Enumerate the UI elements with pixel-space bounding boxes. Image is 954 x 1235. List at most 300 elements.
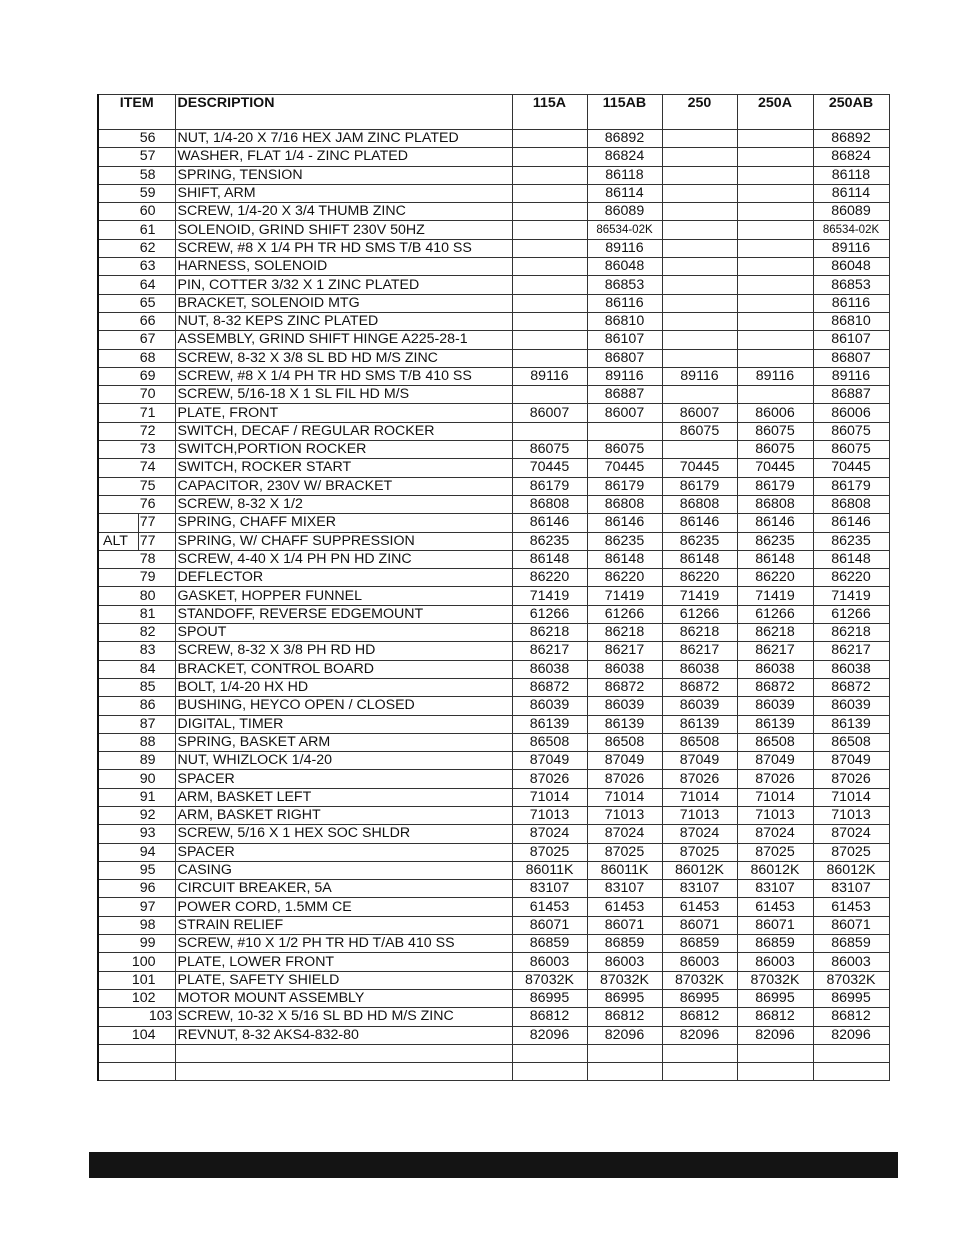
table-row: [98, 276, 889, 294]
part-number-cell: 86218: [813, 624, 889, 642]
part-number-cell: 87025: [512, 843, 587, 861]
part-number-cell: 71013: [813, 806, 889, 824]
table-row: [98, 203, 889, 221]
part-number-cell: 86148: [737, 550, 813, 568]
part-number-cell: 86887: [587, 386, 662, 404]
part-number-cell: 71419: [587, 587, 662, 605]
part-number-cell: 86218: [512, 624, 587, 642]
item-number-cell: [98, 843, 175, 861]
part-number-cell: 87049: [512, 752, 587, 770]
part-number-cell: 71013: [512, 806, 587, 824]
description-cell: SPRING, TENSION: [175, 166, 512, 184]
part-number-cell: 87024: [512, 825, 587, 843]
description-cell: ARM, BASKET RIGHT: [175, 806, 512, 824]
part-number-cell: 86116: [813, 294, 889, 312]
part-number-cell: 86887: [813, 386, 889, 404]
part-number-cell: [662, 441, 737, 459]
part-number-cell: 89116: [737, 367, 813, 385]
part-number-cell: [662, 331, 737, 349]
part-number-cell: 86220: [587, 569, 662, 587]
description-cell: BRACKET, CONTROL BOARD: [175, 660, 512, 678]
part-number-cell: 86118: [587, 166, 662, 184]
item-number: 62: [139, 239, 156, 256]
item-number-cell: [98, 221, 175, 239]
table-row: [98, 880, 889, 898]
part-number-cell: 86012K: [813, 861, 889, 879]
part-number-cell: [512, 258, 587, 276]
item-number-cell: [98, 1044, 175, 1062]
item-number: 100: [131, 953, 156, 970]
description-cell: CASING: [175, 861, 512, 879]
part-number-cell: 86220: [662, 569, 737, 587]
part-number-cell: 86011K: [512, 861, 587, 879]
part-number-cell: 86039: [737, 697, 813, 715]
table-row: [98, 861, 889, 879]
part-number-cell: 87026: [587, 770, 662, 788]
item-number-cell: [98, 715, 175, 733]
part-number-cell: 82096: [813, 1026, 889, 1044]
part-number-cell: 82096: [737, 1026, 813, 1044]
part-number-cell: [587, 422, 662, 440]
part-number-cell: 87024: [587, 825, 662, 843]
part-number-cell: [512, 184, 587, 202]
table-row: [98, 752, 889, 770]
part-number-cell: 86853: [813, 276, 889, 294]
part-number-cell: 89116: [512, 367, 587, 385]
part-number-cell: 86048: [813, 258, 889, 276]
item-number: 66: [139, 313, 156, 330]
part-number-cell: 86853: [587, 276, 662, 294]
item-number-cell: [98, 367, 175, 385]
part-number-cell: 87024: [813, 825, 889, 843]
part-number-cell: 87032K: [587, 971, 662, 989]
alt-bracket: [138, 514, 139, 531]
part-number-cell: 61453: [813, 898, 889, 916]
description-cell: CIRCUIT BREAKER, 5A: [175, 880, 512, 898]
item-number-cell: [98, 825, 175, 843]
part-number-cell: 83107: [813, 880, 889, 898]
part-number-cell: 86139: [512, 715, 587, 733]
item-number-cell: [98, 678, 175, 696]
description-cell: GASKET, HOPPER FUNNEL: [175, 587, 512, 605]
part-number-cell: 86039: [512, 697, 587, 715]
part-number-cell: 86235: [662, 532, 737, 550]
part-number-cell: 86006: [813, 404, 889, 422]
part-number-cell: [737, 221, 813, 239]
part-number-cell: 86075: [662, 422, 737, 440]
part-number-cell: 86011K: [587, 861, 662, 879]
part-number-cell: [512, 1044, 587, 1062]
part-number-cell: 70445: [813, 459, 889, 477]
description-cell: DEFLECTOR: [175, 569, 512, 587]
part-number-cell: 82096: [512, 1026, 587, 1044]
description-cell: PLATE, LOWER FRONT: [175, 953, 512, 971]
part-number-cell: 86089: [813, 203, 889, 221]
item-number-cell: [98, 953, 175, 971]
item-number: 61: [139, 221, 156, 238]
part-number-cell: [737, 184, 813, 202]
item-number: 69: [139, 368, 156, 384]
part-number-cell: [662, 312, 737, 330]
item-number-cell: [98, 184, 175, 202]
part-number-cell: 86217: [587, 642, 662, 660]
part-number-cell: 86808: [587, 495, 662, 513]
item-number: 75: [139, 477, 156, 494]
item-number: 102: [131, 990, 156, 1007]
item-number-cell: [98, 441, 175, 459]
part-number-cell: [737, 349, 813, 367]
item-number-cell: [98, 203, 175, 221]
item-number-cell: [98, 239, 175, 257]
item-number: 57: [139, 148, 156, 165]
part-number-cell: 61453: [662, 898, 737, 916]
item-number: 84: [139, 660, 156, 677]
item-number: 68: [139, 349, 156, 366]
part-number-cell: 71419: [662, 587, 737, 605]
part-number-cell: [662, 221, 737, 239]
part-number-cell: [737, 386, 813, 404]
part-number-cell: 86235: [813, 532, 889, 550]
table-row: [98, 605, 889, 623]
item-number-cell: [98, 276, 175, 294]
part-number-cell: [813, 1063, 889, 1081]
description-cell: NUT, WHIZLOCK 1/4-20: [175, 752, 512, 770]
part-number-cell: [662, 148, 737, 166]
part-number-cell: 86071: [813, 916, 889, 934]
item-number: 94: [139, 843, 156, 860]
item-number-cell: [98, 587, 175, 605]
part-number-cell: 86007: [587, 404, 662, 422]
part-number-cell: 86012K: [737, 861, 813, 879]
part-number-cell: 61266: [737, 605, 813, 623]
item-number: 83: [139, 642, 156, 659]
item-number-cell: [98, 495, 175, 513]
part-number-cell: [737, 331, 813, 349]
item-number: 82: [139, 624, 156, 641]
part-number-cell: [662, 294, 737, 312]
description-cell: SWITCH, ROCKER START: [175, 459, 512, 477]
description-cell: MOTOR MOUNT ASSEMBLY: [175, 989, 512, 1007]
item-number-cell: [98, 166, 175, 184]
part-number-cell: 86148: [512, 550, 587, 568]
table-row: [98, 971, 889, 989]
part-number-cell: 86508: [737, 733, 813, 751]
item-number: 98: [139, 916, 156, 933]
part-number-cell: 86859: [737, 935, 813, 953]
part-number-cell: 86075: [512, 441, 587, 459]
part-number-cell: 86038: [512, 660, 587, 678]
item-number: 72: [139, 422, 156, 439]
part-number-cell: [512, 422, 587, 440]
part-number-cell: [587, 1044, 662, 1062]
part-number-cell: 87049: [737, 752, 813, 770]
part-number-cell: [662, 184, 737, 202]
part-number-cell: 86808: [813, 495, 889, 513]
item-number: 65: [139, 294, 156, 311]
table-row: [98, 514, 889, 532]
part-number-cell: 87032K: [662, 971, 737, 989]
part-number-cell: 86995: [662, 989, 737, 1007]
part-number-cell: 86995: [813, 989, 889, 1007]
part-number-cell: 86807: [813, 349, 889, 367]
part-number-cell: 86812: [587, 1008, 662, 1026]
part-number-cell: 86003: [662, 953, 737, 971]
part-number-cell: 61266: [662, 605, 737, 623]
description-cell: SCREW, 10-32 X 5/16 SL BD HD M/S ZINC: [175, 1008, 512, 1026]
part-number-cell: 86075: [813, 441, 889, 459]
table-row: [98, 422, 889, 440]
table-row: [98, 935, 889, 953]
part-number-cell: 86179: [813, 477, 889, 495]
table-row: [98, 642, 889, 660]
header-250: 250: [662, 95, 737, 130]
item-number-cell: [98, 331, 175, 349]
part-number-cell: 86872: [813, 678, 889, 696]
table-row: [98, 1044, 889, 1062]
part-number-cell: 86872: [737, 678, 813, 696]
item-number: 63: [139, 258, 156, 275]
item-number-cell: [98, 788, 175, 806]
part-number-cell: 89116: [587, 239, 662, 257]
item-number: 81: [139, 605, 156, 622]
table-row: [98, 624, 889, 642]
description-cell: [175, 1063, 512, 1081]
part-number-cell: [512, 349, 587, 367]
table-row: [98, 898, 889, 916]
description-cell: NUT, 8-32 KEPS ZINC PLATED: [175, 312, 512, 330]
part-number-cell: 70445: [662, 459, 737, 477]
description-cell: SCREW, 8-32 X 3/8 PH RD HD: [175, 642, 512, 660]
item-number-cell: [98, 935, 175, 953]
description-cell: PLATE, SAFETY SHIELD: [175, 971, 512, 989]
part-number-cell: 71014: [813, 788, 889, 806]
part-number-cell: [662, 1044, 737, 1062]
item-number-cell: [98, 1063, 175, 1081]
part-number-cell: 86220: [813, 569, 889, 587]
part-number-cell: 61266: [587, 605, 662, 623]
item-number-cell: [98, 697, 175, 715]
item-number-cell: [98, 806, 175, 824]
part-number-cell: [662, 130, 737, 148]
description-cell: SCREW, 1/4-20 X 3/4 THUMB ZINC: [175, 203, 512, 221]
item-number-cell: [98, 386, 175, 404]
item-number: 90: [139, 770, 156, 787]
part-number-cell: 86220: [512, 569, 587, 587]
part-number-cell: 86812: [512, 1008, 587, 1026]
table-row: [98, 1063, 889, 1081]
item-number: 77: [139, 514, 156, 531]
part-number-cell: 86824: [813, 148, 889, 166]
description-cell: SCREW, #10 X 1/2 PH TR HD T/AB 410 SS: [175, 935, 512, 953]
table-row: [98, 532, 889, 550]
table-row: [98, 312, 889, 330]
part-number-cell: 86892: [587, 130, 662, 148]
description-cell: PIN, COTTER 3/32 X 1 ZINC PLATED: [175, 276, 512, 294]
part-number-cell: 86107: [587, 331, 662, 349]
item-number: 56: [139, 130, 156, 147]
item-number-cell: [98, 294, 175, 312]
part-number-cell: 87025: [813, 843, 889, 861]
part-number-cell: 61453: [512, 898, 587, 916]
description-cell: SCREW, #8 X 1/4 PH TR HD SMS T/B 410 SS: [175, 367, 512, 385]
part-number-cell: 86179: [737, 477, 813, 495]
part-number-cell: [512, 148, 587, 166]
table-row: [98, 495, 889, 513]
table-row: [98, 441, 889, 459]
part-number-cell: 86859: [662, 935, 737, 953]
table-row: [98, 166, 889, 184]
part-number-cell: 86146: [662, 514, 737, 532]
part-number-cell: 86179: [512, 477, 587, 495]
part-number-cell: 86807: [587, 349, 662, 367]
part-number-cell: 87026: [662, 770, 737, 788]
part-number-cell: 86146: [737, 514, 813, 532]
table-row: [98, 806, 889, 824]
part-number-cell: 86039: [662, 697, 737, 715]
part-number-cell: 86808: [737, 495, 813, 513]
part-number-cell: 87049: [662, 752, 737, 770]
item-number-cell: [98, 971, 175, 989]
part-number-cell: [737, 312, 813, 330]
part-number-cell: 87026: [737, 770, 813, 788]
part-number-cell: 71014: [737, 788, 813, 806]
part-number-cell: [512, 1063, 587, 1081]
part-number-cell: 86146: [813, 514, 889, 532]
part-number-cell: 86217: [737, 642, 813, 660]
part-number-cell: 86508: [512, 733, 587, 751]
part-number-cell: 86872: [512, 678, 587, 696]
part-number-cell: 61453: [587, 898, 662, 916]
description-cell: SWITCH,PORTION ROCKER: [175, 441, 512, 459]
table-row: [98, 843, 889, 861]
description-cell: BUSHING, HEYCO OPEN / CLOSED: [175, 697, 512, 715]
table-row: [98, 258, 889, 276]
part-number-cell: 87025: [737, 843, 813, 861]
description-cell: SCREW, #8 X 1/4 PH TR HD SMS T/B 410 SS: [175, 239, 512, 257]
item-number: 73: [139, 441, 156, 458]
description-cell: DIGITAL, TIMER: [175, 715, 512, 733]
part-number-cell: 86107: [813, 331, 889, 349]
item-number: 104: [131, 1026, 156, 1043]
item-number: 93: [139, 825, 156, 842]
part-number-cell: 86872: [662, 678, 737, 696]
item-number: 101: [131, 971, 156, 988]
part-number-cell: 86808: [512, 495, 587, 513]
parts-table: [97, 94, 890, 1081]
item-number: 71: [139, 404, 156, 421]
item-number-cell: [98, 642, 175, 660]
description-cell: SCREW, 5/16 X 1 HEX SOC SHLDR: [175, 825, 512, 843]
part-number-cell: [737, 1044, 813, 1062]
part-number-cell: 86007: [512, 404, 587, 422]
item-number-cell: [98, 404, 175, 422]
table-row: [98, 660, 889, 678]
part-number-cell: [737, 1063, 813, 1081]
item-number: 80: [139, 587, 156, 604]
description-cell: POWER CORD, 1.5MM CE: [175, 898, 512, 916]
item-number: 76: [139, 496, 156, 513]
item-number: 97: [139, 898, 156, 915]
item-number: 86: [139, 697, 156, 714]
part-number-cell: 86220: [737, 569, 813, 587]
table-row: [98, 678, 889, 696]
item-number-cell: [98, 880, 175, 898]
part-number-cell: 87049: [813, 752, 889, 770]
description-cell: SCREW, 4-40 X 1/4 PH PN HD ZINC: [175, 550, 512, 568]
part-number-cell: [512, 166, 587, 184]
item-number-cell: [98, 989, 175, 1007]
header-250a: 250A: [737, 95, 813, 130]
part-number-cell: [662, 239, 737, 257]
item-number: 64: [139, 276, 156, 293]
table-row: [98, 953, 889, 971]
table-row: [98, 1008, 889, 1026]
table-row: [98, 770, 889, 788]
part-number-cell: 86071: [587, 916, 662, 934]
item-number-cell: [98, 422, 175, 440]
description-cell: HARNESS, SOLENOID: [175, 258, 512, 276]
table-row: [98, 239, 889, 257]
item-number: 85: [139, 679, 156, 696]
item-number-cell: [98, 514, 175, 532]
description-cell: BRACKET, SOLENOID MTG: [175, 294, 512, 312]
part-number-cell: 86039: [813, 697, 889, 715]
part-number-cell: 86003: [737, 953, 813, 971]
part-number-cell: [512, 130, 587, 148]
part-number-cell: 87032K: [737, 971, 813, 989]
table-row: [98, 386, 889, 404]
part-number-cell: [512, 331, 587, 349]
part-number-cell: 71013: [587, 806, 662, 824]
part-number-cell: 70445: [737, 459, 813, 477]
item-number: 92: [139, 807, 156, 824]
part-number-cell: 86012K: [662, 861, 737, 879]
description-cell: SCREW, 5/16-18 X 1 SL FIL HD M/S: [175, 386, 512, 404]
part-number-cell: 86148: [662, 550, 737, 568]
table-row: [98, 697, 889, 715]
part-number-cell: 86139: [813, 715, 889, 733]
part-number-cell: 86089: [587, 203, 662, 221]
part-number-cell: 86810: [587, 312, 662, 330]
part-number-cell: 86534-02K: [813, 221, 889, 239]
part-number-cell: [737, 148, 813, 166]
part-number-cell: 87049: [587, 752, 662, 770]
table-row: [98, 148, 889, 166]
part-number-cell: 86995: [512, 989, 587, 1007]
table-row: [98, 221, 889, 239]
part-number-cell: 86812: [813, 1008, 889, 1026]
part-number-cell: [512, 312, 587, 330]
part-number-cell: [662, 258, 737, 276]
item-number-cell: [98, 861, 175, 879]
part-number-cell: 89116: [662, 367, 737, 385]
description-cell: NUT, 1/4-20 X 7/16 HEX JAM ZINC PLATED: [175, 130, 512, 148]
part-number-cell: 86116: [587, 294, 662, 312]
table-header-row: [98, 95, 889, 130]
part-number-cell: 87024: [737, 825, 813, 843]
table-row: [98, 184, 889, 202]
item-number: 96: [139, 880, 156, 897]
part-number-cell: 86218: [587, 624, 662, 642]
part-number-cell: 86075: [737, 422, 813, 440]
part-number-cell: 61266: [813, 605, 889, 623]
part-number-cell: [737, 166, 813, 184]
part-number-cell: 86179: [587, 477, 662, 495]
part-number-cell: 71419: [512, 587, 587, 605]
table-row: [98, 550, 889, 568]
part-number-cell: [587, 1063, 662, 1081]
item-number-cell: [98, 916, 175, 934]
